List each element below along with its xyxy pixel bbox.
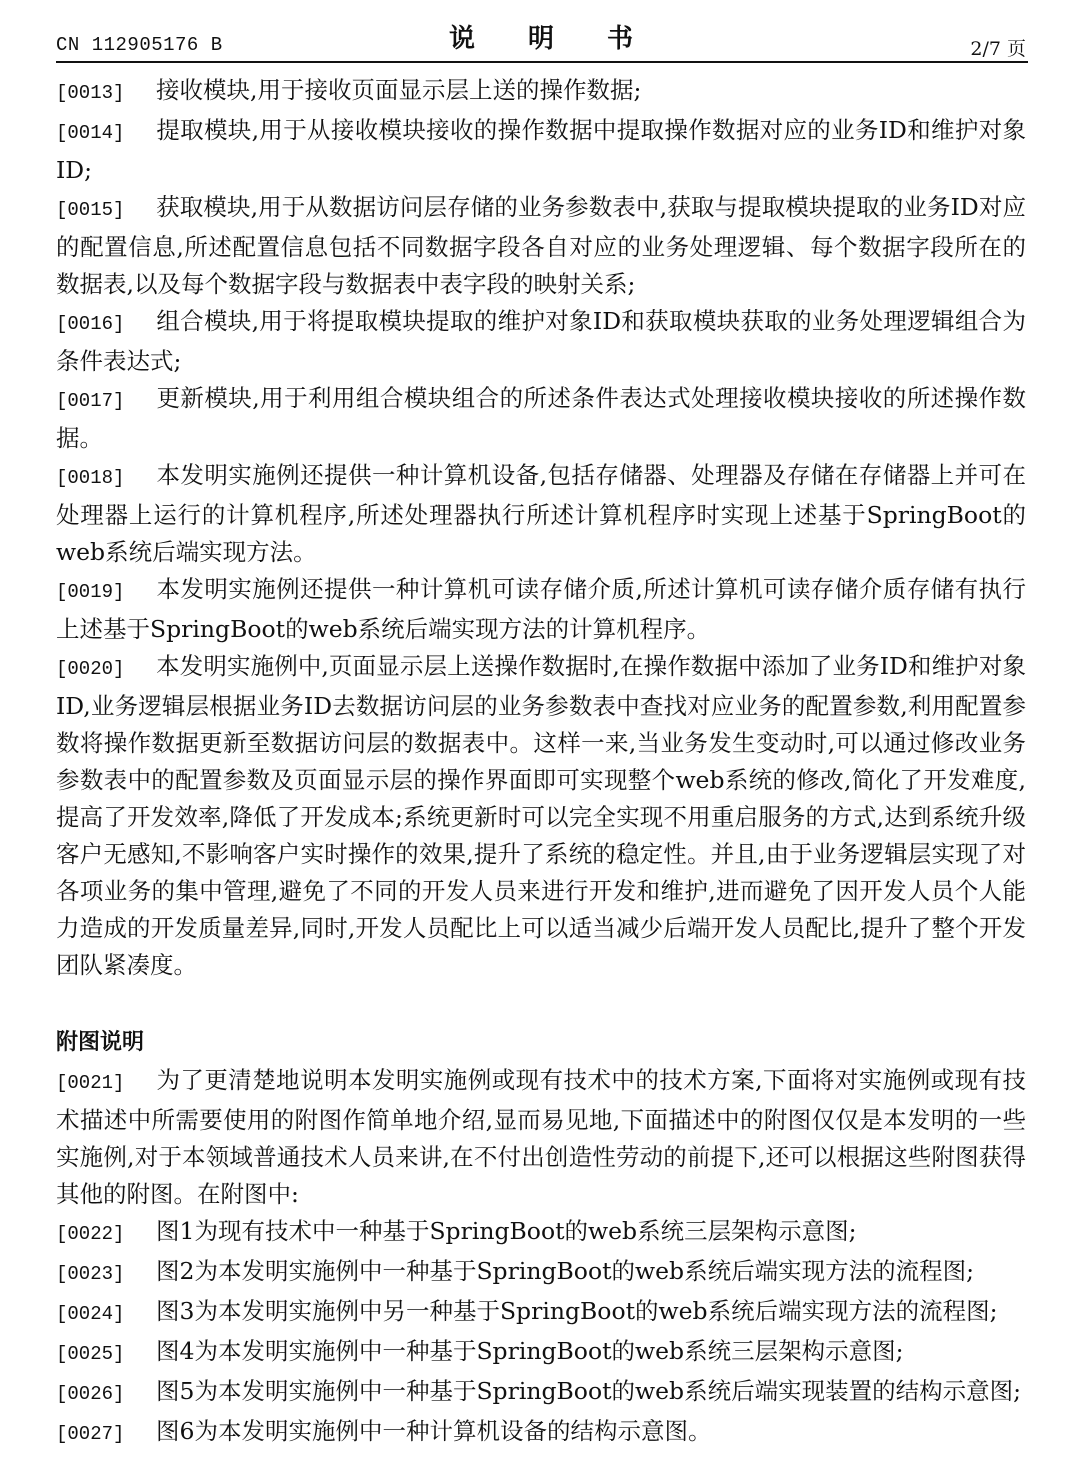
paragraph [56, 457, 1026, 571]
paragraph-group-bottom [56, 1062, 1026, 1453]
paragraph [56, 1213, 1026, 1253]
paragraph [56, 1293, 1026, 1333]
paragraph-number: [0019] [56, 581, 125, 603]
paragraph-number: [0020] [56, 658, 125, 680]
paragraph-text: 提取模块,用于从接收模块接收的操作数据中提取操作数据对应的业务ID和维护对象ID; [56, 116, 1026, 184]
paragraph-number: [0014] [56, 122, 125, 144]
paragraph-number: [0018] [56, 467, 125, 489]
paragraph [56, 1373, 1026, 1413]
page-number: 2/7 页 [970, 38, 1026, 60]
paragraph-number: [0015] [56, 199, 125, 221]
paragraph [56, 112, 1026, 189]
paragraph [56, 571, 1026, 648]
paragraph-text: 本发明实施例还提供一种计算机可读存储介质,所述计算机可读存储介质存储有执行上述基于SpringBoot的web系统后端实现方法的计算机程序。 [56, 575, 1026, 643]
paragraph-number: [0023] [56, 1263, 125, 1285]
patent-number: CN 112905176 B [56, 34, 223, 56]
section-heading: 附图说明 [56, 1030, 145, 1055]
paragraph-text: 本发明实施例中,页面显示层上送操作数据时,在操作数据中添加了业务ID和维护对象ID,业务逻辑层根据业务ID去数据访问层的业务参数表中查找对应业务的配置参数,利用配置参数将操作数据更新至数据访问层的数据表中。这样一来,当业务发生变动时,可以通过修改业务参数表中的配置参数及页面显示层的操作界面即可实现整个web系统的修改,简化了开发难度,提高了开发效率,降低了开发成本;系统更新时可以完全实现不用重启服务的方式,达到系统升级客户无感知,不影响客户实时操作的效果,提升了系统的稳定性。并且,由于业务逻辑层实现了对各项业务的集中管理,避免了不同的开发人员来进行开发和维护,进而避免了因开发人员个人能力造成的开发质量差异,同时,开发人员配比上可以适当减少后端开发人员配比,提升了整个开发团队紧凑度。 [56, 652, 1026, 979]
paragraph [56, 189, 1026, 303]
paragraph-text: 图3为本发明实施例中另一种基于SpringBoot的web系统后端实现方法的流程图; [156, 1297, 998, 1325]
paragraph [56, 648, 1026, 984]
paragraph-number: [0022] [56, 1223, 125, 1245]
paragraph-text: 获取模块,用于从数据访问层存储的业务参数表中,获取与提取模块提取的业务ID对应的配置信息,所述配置信息包括不同数据字段各自对应的业务处理逻辑、每个数据字段所在的数据表,以及每个数据字段与数据表中表字段的映射关系; [56, 193, 1026, 298]
paragraph-text: 图4为本发明实施例中一种基于SpringBoot的web系统三层架构示意图; [156, 1337, 904, 1365]
paragraph-text: 接收模块,用于接收页面显示层上送的操作数据; [156, 76, 642, 104]
paragraph [56, 72, 1026, 112]
paragraph-text: 图2为本发明实施例中一种基于SpringBoot的web系统后端实现方法的流程图; [156, 1257, 975, 1285]
paragraph-number: [0017] [56, 390, 125, 412]
page-header [56, 12, 1026, 60]
paragraph-text: 本发明实施例还提供一种计算机设备,包括存储器、处理器及存储在存储器上并可在处理器上运行的计算机程序,所述处理器执行所述计算机程序时实现上述基于SpringBoot的web系统后端实现方法。 [56, 461, 1026, 566]
paragraph-number: [0025] [56, 1343, 125, 1365]
paragraph-number: [0026] [56, 1383, 125, 1405]
paragraph-number: [0013] [56, 82, 125, 104]
paragraph-number: [0027] [56, 1423, 125, 1445]
paragraph [56, 303, 1026, 380]
paragraph-number: [0024] [56, 1303, 125, 1325]
paragraph [56, 1413, 1026, 1453]
paragraph-group-top [56, 72, 1026, 984]
paragraph-text: 为了更清楚地说明本发明实施例或现有技术中的技术方案,下面将对实施例或现有技术描述中所需要使用的附图作简单地介绍,显而易见地,下面描述中的附图仅仅是本发明的一些实施例,对于本领域普通技术人员来讲,在不付出创造性劳动的前提下,还可以根据这些附图获得其他的附图。在附图中: [56, 1066, 1026, 1208]
paragraph-text: 图6为本发明实施例中一种计算机设备的结构示意图。 [156, 1417, 712, 1445]
paragraph-number: [0016] [56, 313, 125, 335]
paragraph-number: [0021] [56, 1072, 125, 1094]
document-title: 说 明 书 [448, 24, 656, 54]
paragraph [56, 380, 1026, 457]
paragraph [56, 1253, 1026, 1293]
header-divider [56, 61, 1028, 63]
paragraph-text: 组合模块,用于将提取模块提取的维护对象ID和获取模块获取的业务处理逻辑组合为条件表达式; [56, 307, 1026, 375]
paragraph [56, 1333, 1026, 1373]
paragraph [56, 1062, 1026, 1213]
paragraph-text: 图1为现有技术中一种基于SpringBoot的web系统三层架构示意图; [156, 1217, 857, 1245]
paragraph-text: 更新模块,用于利用组合模块组合的所述条件表达式处理接收模块接收的所述操作数据。 [56, 384, 1026, 452]
document-body [56, 72, 1026, 1453]
paragraph-text: 图5为本发明实施例中一种基于SpringBoot的web系统后端实现装置的结构示意图; [156, 1377, 1022, 1405]
